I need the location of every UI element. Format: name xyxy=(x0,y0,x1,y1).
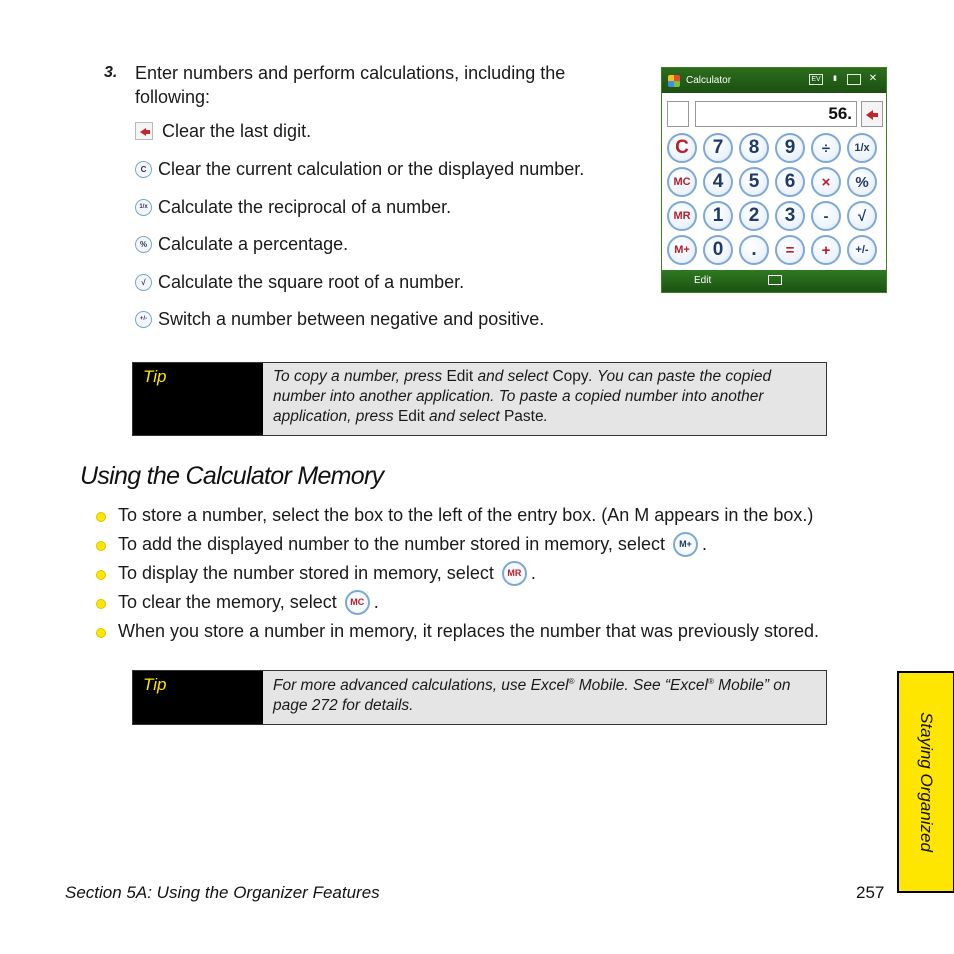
memory-box[interactable] xyxy=(667,101,689,127)
memory-clear-key[interactable]: MC xyxy=(667,167,697,197)
key-1[interactable]: 1 xyxy=(703,201,733,231)
footer-section: Section 5A: Using the Organizer Features xyxy=(65,883,380,902)
key-5[interactable]: 5 xyxy=(739,167,769,197)
page-number: 257 xyxy=(856,883,885,902)
function-reciprocal xyxy=(135,196,451,218)
add-key[interactable]: + xyxy=(811,235,841,265)
function-text: Calculate the square root of a number. xyxy=(158,272,465,292)
section-heading: Using the Calculator Memory xyxy=(80,462,384,490)
step-text: Enter numbers and perform calculations, including the following: xyxy=(135,63,566,107)
bullet-text: When you store a number in memory, it replaces the number that was previously stored. xyxy=(118,621,819,641)
keypad xyxy=(667,133,883,265)
close-icon[interactable]: ✕ xyxy=(868,73,878,84)
windows-start-icon[interactable] xyxy=(668,75,680,87)
reciprocal-icon: 1/x xyxy=(135,199,152,216)
ui-term-edit: Edit xyxy=(446,368,474,385)
function-sign-toggle xyxy=(135,308,544,330)
softkey-bar xyxy=(662,270,886,292)
list-item xyxy=(96,530,896,559)
calculator-screenshot xyxy=(661,67,887,293)
calculator-title: Calculator xyxy=(686,75,732,86)
list-item xyxy=(96,588,896,617)
function-clear xyxy=(135,158,584,180)
bullet-text: To store a number, select the box to the left of the entry box. (An M appears in the box.) xyxy=(118,505,814,525)
bullet-text: To add the displayed number to the number stored in memory, select xyxy=(118,534,665,554)
memory-clear-icon: MC xyxy=(345,590,370,615)
tip-text: and select xyxy=(424,408,504,425)
backspace-icon xyxy=(135,122,153,140)
keyboard-icon[interactable] xyxy=(768,275,782,285)
tip-label: Tip xyxy=(133,671,263,724)
tip-body xyxy=(263,363,826,435)
sign-toggle-key[interactable]: +/- xyxy=(847,235,877,265)
tip-box-excel xyxy=(132,670,827,725)
memory-add-icon: M+ xyxy=(673,532,698,557)
function-square-root xyxy=(135,271,464,293)
clear-icon: C xyxy=(135,161,152,178)
tip-label: Tip xyxy=(133,363,263,435)
list-item xyxy=(96,501,896,530)
square-root-icon: √ xyxy=(135,274,152,291)
function-text: Calculate a percentage. xyxy=(158,234,349,254)
side-tab-label: Staying Organized xyxy=(917,712,936,852)
edit-softkey[interactable]: Edit xyxy=(694,275,712,286)
memory-bullet-list xyxy=(96,501,896,646)
calculator-display xyxy=(667,101,882,127)
registered-mark: ® xyxy=(707,676,714,686)
equals-key[interactable]: = xyxy=(775,235,805,265)
tip-text: . xyxy=(543,408,548,425)
memory-add-key[interactable]: M+ xyxy=(667,235,697,265)
bullet-text: . xyxy=(701,534,707,554)
key-3[interactable]: 3 xyxy=(775,201,805,231)
tip-text: . You can paste the copied number into another application. To paste a copied number into another application, press xyxy=(273,368,772,425)
chapter-side-tab xyxy=(897,671,954,893)
percent-key[interactable]: % xyxy=(847,167,877,197)
function-text: Clear the last digit. xyxy=(162,121,312,141)
sign-toggle-icon: +/- xyxy=(135,311,152,328)
function-backspace xyxy=(135,120,311,142)
key-2[interactable]: 2 xyxy=(739,201,769,231)
clear-key[interactable]: C xyxy=(667,133,697,163)
bullet-text: To clear the memory, select xyxy=(118,592,337,612)
status-icons xyxy=(809,74,880,85)
signal-icon: ▮ xyxy=(833,75,837,82)
list-item xyxy=(96,559,896,588)
ui-term-paste: Paste xyxy=(503,408,544,425)
key-4[interactable]: 4 xyxy=(703,167,733,197)
key-9[interactable]: 9 xyxy=(775,133,805,163)
tip-text: and select xyxy=(473,368,553,385)
ev-icon: EV xyxy=(809,74,823,85)
step-number: 3. xyxy=(104,64,118,81)
divide-key[interactable]: ÷ xyxy=(811,133,841,163)
function-percent xyxy=(135,233,348,255)
tip-text: Mobile. See “Excel xyxy=(574,677,708,694)
tip-body xyxy=(263,671,826,724)
key-7[interactable]: 7 xyxy=(703,133,733,163)
calculator-title-bar xyxy=(662,68,886,93)
ui-term-edit: Edit xyxy=(397,408,425,425)
memory-recall-key[interactable]: MR xyxy=(667,201,697,231)
tip-box-copy xyxy=(132,362,827,436)
percent-icon: % xyxy=(135,236,152,253)
bullet-text: . xyxy=(530,563,536,583)
key-8[interactable]: 8 xyxy=(739,133,769,163)
backspace-button[interactable] xyxy=(861,101,883,127)
tip-text: For more advanced calculations, use Excel xyxy=(273,677,569,694)
decimal-key[interactable]: . xyxy=(739,235,769,265)
function-text: Switch a number between negative and positive. xyxy=(158,309,545,329)
key-0[interactable]: 0 xyxy=(703,235,733,265)
multiply-key[interactable]: × xyxy=(811,167,841,197)
tip-text: To copy a number, press xyxy=(273,368,447,385)
function-text: Calculate the reciprocal of a number. xyxy=(158,197,452,217)
key-6[interactable]: 6 xyxy=(775,167,805,197)
memory-recall-icon: MR xyxy=(502,561,527,586)
ui-term-copy: Copy xyxy=(552,368,589,385)
reciprocal-key[interactable]: 1/x xyxy=(847,133,877,163)
bullet-text: . xyxy=(373,592,379,612)
function-text: Clear the current calculation or the displayed number. xyxy=(158,159,585,179)
subtract-key[interactable]: - xyxy=(811,201,841,231)
registered-mark: ® xyxy=(568,676,575,686)
bullet-text: To display the number stored in memory, select xyxy=(118,563,494,583)
entry-box: 56. xyxy=(695,101,857,127)
battery-icon xyxy=(847,74,861,85)
list-item xyxy=(96,617,896,646)
tip-text: Mobile” on page 272 for details. xyxy=(273,677,791,714)
square-root-key[interactable]: √ xyxy=(847,201,877,231)
